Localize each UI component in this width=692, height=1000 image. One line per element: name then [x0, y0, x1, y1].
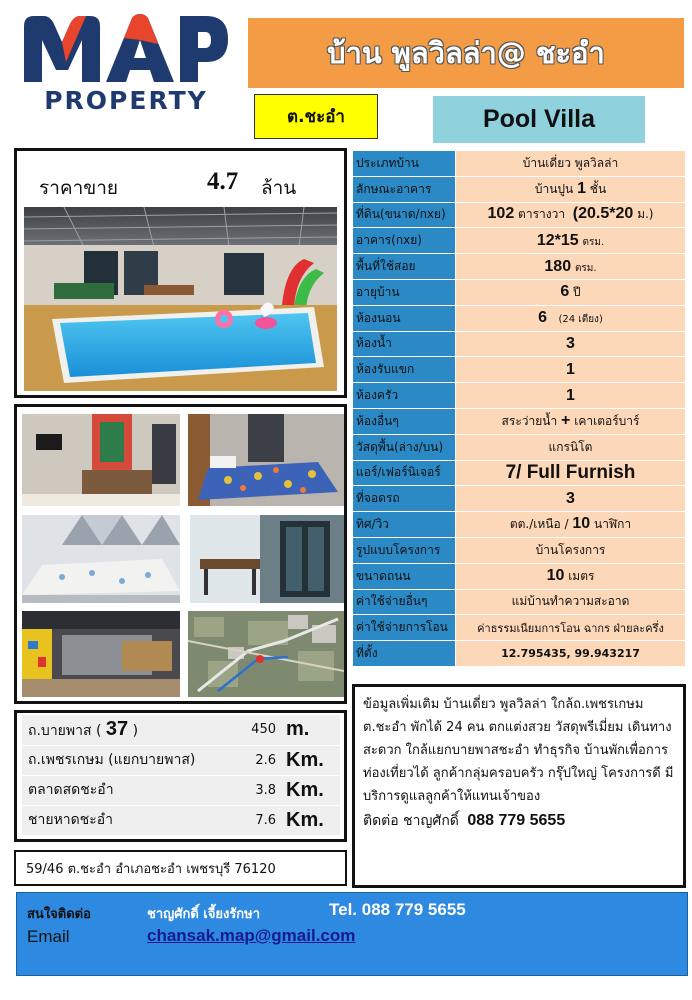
map-property-logo [20, 12, 232, 118]
distance-name: ชายหาดชะอำ [22, 805, 222, 835]
email-label: Email [27, 927, 70, 946]
footer-phone[interactable]: Tel. 088 779 5655 [329, 900, 466, 919]
highway-number: 37 [105, 717, 129, 740]
spec-label: ขนาดถนน [353, 563, 456, 589]
price-label: ราคาขาย [39, 177, 119, 199]
spec-label: วัสดุพื้น(ล่าง/บน) [353, 434, 456, 460]
spec-label: ทิศ/วิว [353, 512, 456, 538]
furniture-value: 7/ Full Furnish [505, 461, 636, 483]
distance-value: 2.6 [222, 745, 284, 775]
living-room-photo [22, 414, 180, 506]
location-map-photo [188, 611, 344, 697]
email-link[interactable]: chansak.map@gmail.com [147, 926, 356, 945]
spec-label: แอร์/เฟอร์นิเจอร์ [353, 460, 456, 486]
bar-area-photo [22, 611, 180, 697]
spec-row-land [353, 202, 686, 228]
distance-name-b: ) [132, 722, 139, 739]
spec-row-furniture [353, 460, 686, 486]
additional-info-text: ข้อมูลเพิ่มเติม บ้านเดี่ยว พูลวิลล่า ใกล้ถ.เพชรเกษม ต.ชะอำ พักได้ 24 คน ตกแต่งสวย วัสดุพรีเมี่ยม เดินทางสะดวก ใกล้แยกบายพาสชะอำ ทำธุรกิจ บ้านพักเพื่อการท่องเที่ยวได้ ลูกค้ากลุ่มครอบครัว กรุ๊ปใหญ่ โครงการดี มีบริการดูแลลูกค้าให้แทนเจ้าของ [363, 697, 674, 804]
distance-name: ถ.เพชรเกษม (แยกบายพาส) [22, 745, 222, 775]
distance-name: ตลาดสดชะอำ [22, 775, 222, 805]
agent-name: ชาญศักดิ์ เจี้ยงรักษา [147, 907, 261, 922]
spec-row-road-width [353, 563, 686, 589]
spec-label: ค่าใช้จ่ายการโอน [353, 615, 456, 641]
age-unit: ปี [573, 284, 581, 299]
spec-row-flooring [353, 434, 686, 460]
land-unit: ตารางวา [518, 207, 566, 222]
logo-subtext: PROPERTY [44, 86, 208, 115]
kitchen-value: 1 [566, 386, 575, 404]
spec-row-parking [353, 486, 686, 512]
spec-label: ประเภทบ้าน [353, 151, 456, 177]
spec-value [456, 357, 686, 383]
spec-value [456, 151, 686, 177]
transfer-costs-value: ค่าธรรมเนียมการโอน ฉากร ฝ่ายละครึ่ง [477, 621, 664, 635]
direction-b: นาฬิกา [594, 517, 632, 532]
spec-value [456, 486, 686, 512]
spec-value [456, 615, 686, 641]
parking-value: 3 [566, 489, 575, 507]
land-size: 102 [487, 205, 515, 223]
spec-value [456, 383, 686, 409]
spec-row-age [353, 279, 686, 305]
listing-title: บ้าน พูลวิลล่า@ ชะอำ [327, 36, 605, 70]
address-box [14, 850, 347, 886]
distances-panel [14, 710, 347, 842]
spec-value [456, 305, 686, 331]
spec-value [456, 331, 686, 357]
distance-name [22, 715, 222, 745]
floors-count: 1 [577, 179, 586, 197]
building-type: บ้านปูน [534, 181, 574, 196]
distance-value: 450 [222, 715, 284, 745]
spec-row-location [353, 641, 686, 667]
price-unit: ล้าน [261, 177, 297, 199]
spec-value [456, 254, 686, 280]
contact-label: ติดต่อ ชาญศักดิ์ [363, 813, 459, 829]
spec-label: อายุบ้าน [353, 279, 456, 305]
spec-row-property-type [353, 151, 686, 177]
spec-row-bedrooms [353, 305, 686, 331]
distance-row [22, 775, 340, 805]
price-panel [14, 148, 347, 398]
other-costs-value: แม่บ้านทำความสะอาด [511, 594, 630, 609]
info-contact [363, 810, 675, 832]
spec-value [456, 563, 686, 589]
spec-row-other-rooms [353, 408, 686, 434]
spec-row-bathrooms [353, 331, 686, 357]
spec-label: ลักษณะอาคาร [353, 176, 456, 202]
spec-value [456, 641, 686, 667]
spec-table [352, 150, 686, 667]
land-dims: (20.5*20 [572, 205, 634, 223]
spec-value [456, 228, 686, 254]
age-value: 6 [560, 282, 570, 300]
spec-value [456, 279, 686, 305]
beds-note: (24 เตียง) [558, 314, 603, 326]
distance-row [22, 745, 340, 775]
spec-row-living-rooms [353, 357, 686, 383]
contact-phone[interactable]: 088 779 5655 [467, 812, 566, 829]
spec-label: ค่าใช้จ่ายอื่นๆ [353, 589, 456, 615]
bedroom-photo-2 [22, 515, 180, 603]
other-room-a: สระว่ายน้ำ [501, 413, 558, 428]
spec-row-transfer-costs [353, 615, 686, 641]
usable-area-value: 180 [544, 257, 572, 275]
spec-value [456, 589, 686, 615]
title-banner [248, 18, 684, 88]
spec-value [456, 408, 686, 434]
spec-label: ที่ดิน(ขนาด/กxย) [353, 202, 456, 228]
property-type-value: บ้านเดี่ยว พูลวิลล่า [522, 155, 619, 170]
direction-a: ตต./เหนือ / [509, 517, 569, 532]
spec-value [456, 202, 686, 228]
spec-label: ห้องนอน [353, 305, 456, 331]
direction-num: 10 [572, 515, 591, 533]
project-type-value: บ้านโครงการ [535, 542, 606, 557]
address-text: 59/46 ต.ชะอำ อำเภอชะอำ เพชรบุรี 76120 [26, 861, 276, 877]
spec-row-building-size [353, 228, 686, 254]
spec-row-building [353, 176, 686, 202]
bedroom-photo-1 [188, 414, 344, 506]
spec-label: รูปแบบโครงการ [353, 537, 456, 563]
spec-label: พื้นที่ใช้สอย [353, 254, 456, 280]
spec-label: ห้องน้ำ [353, 331, 456, 357]
road-width-unit: เมตร [568, 568, 595, 583]
bathrooms-value: 3 [566, 334, 575, 352]
spec-row-project-type [353, 537, 686, 563]
price-value: 4.7 [207, 168, 239, 195]
spec-label: ที่ตั้ง [353, 641, 456, 667]
distance-name-a: ถ.บายพาส ( [28, 722, 102, 739]
distance-unit: Km. [284, 775, 340, 805]
building-size-value: 12*15 [536, 231, 579, 249]
distance-row [22, 715, 340, 745]
spec-label: ห้องอื่นๆ [353, 408, 456, 434]
bedrooms-value: 6 [538, 309, 548, 327]
spec-value [456, 512, 686, 538]
spec-row-kitchen [353, 383, 686, 409]
road-width-value: 10 [546, 566, 565, 584]
land-dims-unit: ม.) [637, 207, 654, 222]
interest-label: สนใจติดต่อ [27, 907, 91, 922]
spec-label: ที่จอดรถ [353, 486, 456, 512]
location-coords: 12.795435, 99.943217 [501, 647, 640, 661]
spec-label: ห้องรับแขก [353, 357, 456, 383]
spec-label: ห้องครัว [353, 383, 456, 409]
distance-value: 7.6 [222, 805, 284, 835]
distance-unit: m. [284, 715, 340, 745]
usable-area-unit: ตรม. [574, 262, 597, 274]
additional-info-panel [352, 684, 686, 888]
pool-photo [24, 207, 337, 391]
distance-unit: Km. [284, 805, 340, 835]
spec-value [456, 537, 686, 563]
spec-value [456, 460, 686, 486]
property-type-badge: Pool Villa [433, 96, 645, 143]
floors-unit: ชั้น [589, 181, 607, 196]
spec-value [456, 434, 686, 460]
spec-row-usable-area [353, 254, 686, 280]
kitchen-photo [190, 515, 344, 603]
spec-label: อาคาร(กxย) [353, 228, 456, 254]
building-size-unit: ตรม. [582, 236, 605, 248]
distance-value: 3.8 [222, 775, 284, 805]
contact-footer [16, 892, 688, 976]
spec-row-direction [353, 512, 686, 538]
photo-gallery [14, 404, 347, 704]
other-room-b: เคาเตอร์บาร์ [574, 413, 640, 428]
plus-sign: + [561, 411, 571, 429]
living-rooms-value: 1 [566, 360, 575, 378]
flooring-value: แกรนิโต [548, 439, 593, 454]
distance-unit: Km. [284, 745, 340, 775]
map-logo-graphic [20, 12, 232, 84]
distances-table [22, 715, 340, 836]
distance-row [22, 805, 340, 835]
district-badge: ต.ชะอำ [254, 94, 378, 139]
spec-row-other-costs [353, 589, 686, 615]
spec-value [456, 176, 686, 202]
